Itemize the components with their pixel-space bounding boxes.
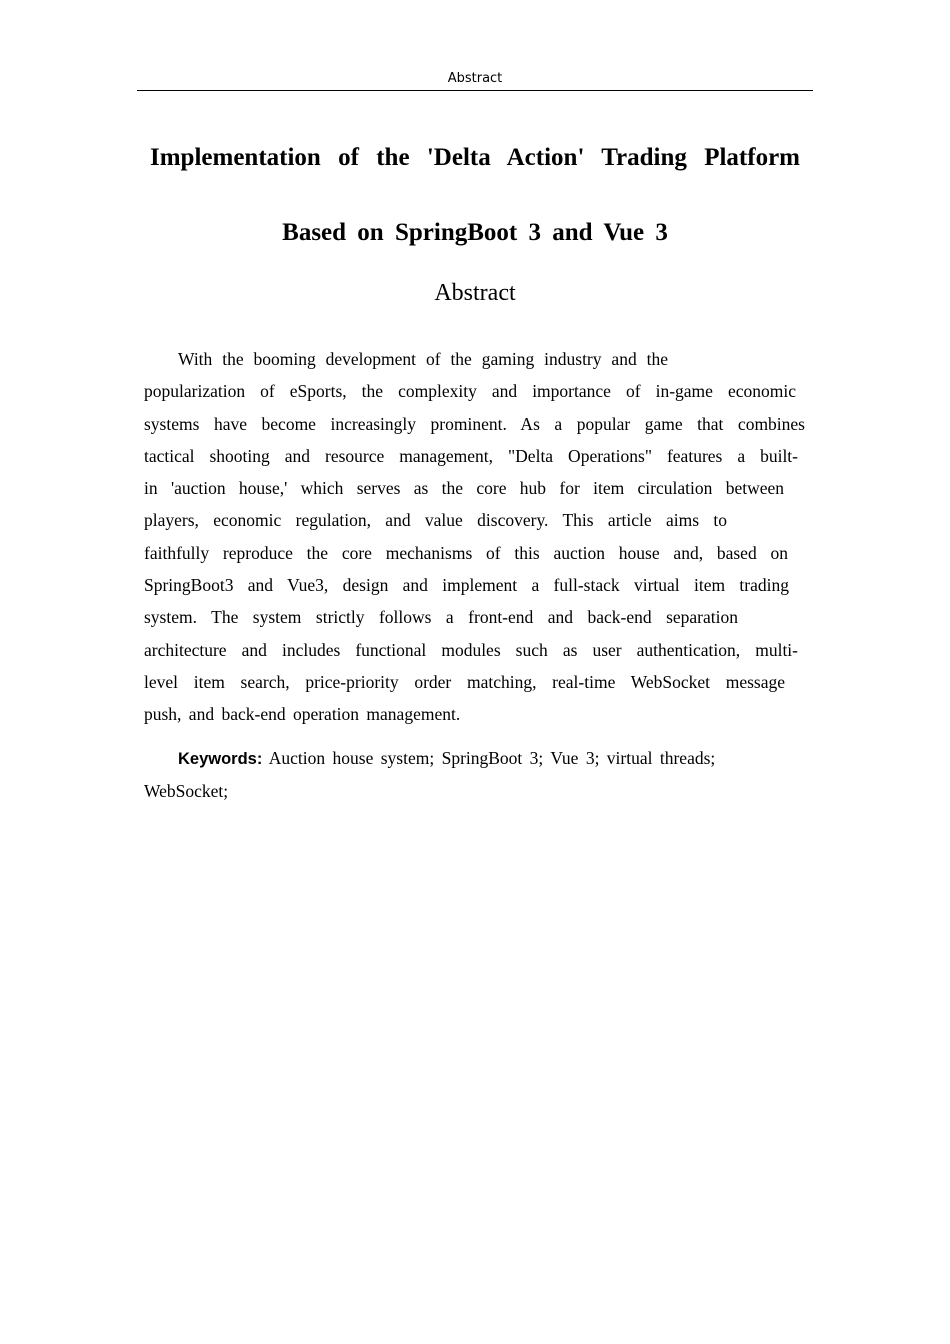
abstract-line: systems have become increasingly prominent. As a popular game that combines [144, 413, 805, 434]
abstract-line: system. The system strictly follows a front-end and back-end separation [144, 607, 738, 628]
abstract-line: faithfully reproduce the core mechanisms of this auction house and, based on [144, 542, 788, 563]
abstract-heading: Abstract [434, 280, 516, 306]
keywords-line [144, 742, 806, 775]
keywords-continuation: WebSocket; [144, 781, 229, 802]
keywords-paragraph [144, 742, 806, 808]
title-line-1: Implementation of the 'Delta Action' Trading Platform [150, 144, 800, 171]
abstract-line: With the booming development of the gaming industry and the [178, 349, 668, 369]
keywords-label: Keywords: [178, 750, 263, 768]
abstract-line: SpringBoot3 and Vue3, design and implement a full-stack virtual item trading [144, 575, 789, 596]
abstract-line: level item search, price-priority order matching, real-time WebSocket message [144, 671, 785, 692]
title-line-2: Based on SpringBoot 3 and Vue 3 [282, 219, 668, 246]
abstract-line: architecture and includes functional modules such as user authentication, multi- [144, 639, 798, 660]
keywords-values: Auction house system; SpringBoot 3; Vue 3; virtual threads; [268, 748, 716, 768]
abstract-line: popularization of eSports, the complexity and importance of in-game economic [144, 381, 796, 402]
abstract-line: tactical shooting and resource management, "Delta Operations" features a built- [144, 445, 798, 466]
abstract-paragraph [144, 343, 806, 731]
abstract-line: push, and back-end operation management. [144, 704, 461, 725]
abstract-line: in 'auction house,' which serves as the core hub for item circulation between [144, 478, 784, 499]
running-header: Abstract [137, 70, 813, 91]
document-title [150, 120, 800, 270]
abstract-line: players, economic regulation, and value discovery. This article aims to [144, 510, 727, 531]
